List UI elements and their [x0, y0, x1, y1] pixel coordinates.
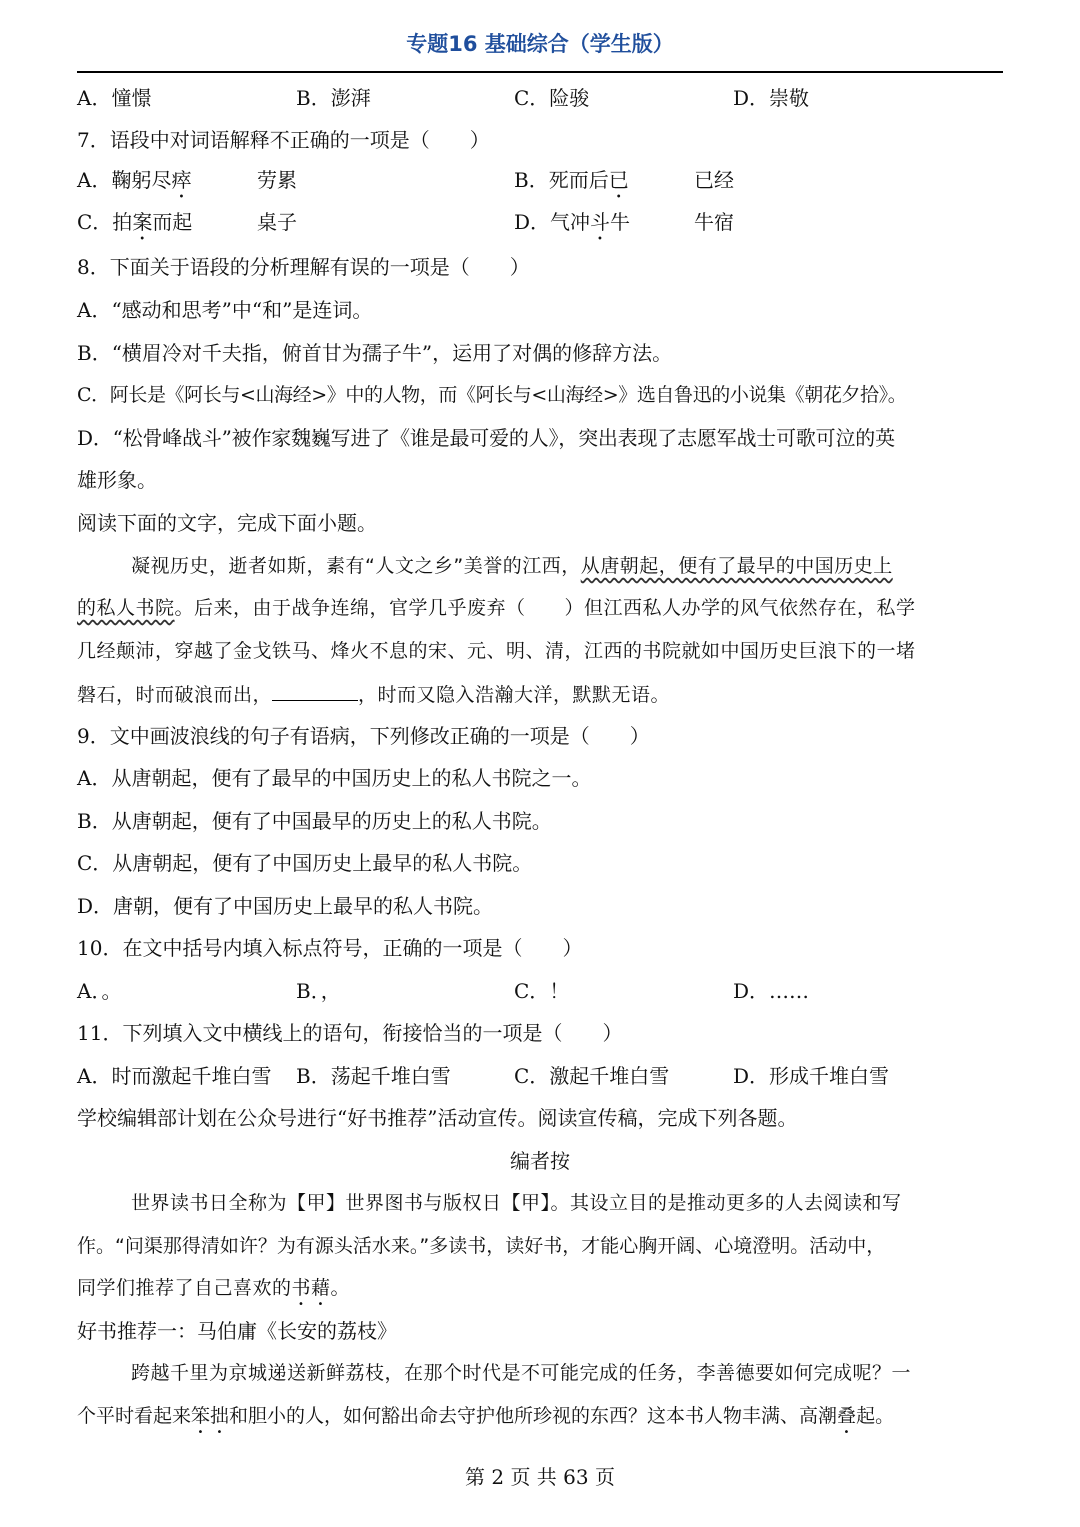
dotted-char-die: 叠: [837, 1405, 857, 1427]
q10-option-d: D．……: [733, 979, 810, 1003]
q11-option-c: C．激起千堆白雪: [514, 1064, 670, 1088]
wavy-underlined-sentence-part1: 从唐朝起，便有了最早的中国历史上: [580, 555, 893, 577]
document-header-title: 专题16 基础综合（学生版）: [406, 32, 674, 56]
q7-c-suffix: 而起: [152, 210, 193, 234]
reading1-line1-text: 凝视历史，逝者如斯，素有“人文之乡”美誉的江西，: [131, 555, 581, 577]
q7-option-a-gloss: 劳累: [257, 168, 297, 192]
editor-note-line1: 世界读书日全称为【甲】世界图书与版权日【甲】。其设立目的是推动更多的人去阅读和写: [131, 1192, 902, 1214]
editor-note-line3-end: 。: [330, 1277, 351, 1299]
q6-option-d: D．崇敬: [733, 86, 810, 110]
recommendation-line2-text-a: 个平时看起来: [77, 1405, 192, 1427]
wavy-underlined-sentence-part2: 的私人书院: [77, 597, 175, 619]
q7-option-b: [514, 166, 629, 203]
q7-option-b-gloss: 已经: [694, 168, 734, 192]
q11-option-a: A．时而激起千堆白雪: [77, 1064, 272, 1088]
dotted-word-benzhuo: 笨拙: [191, 1405, 230, 1427]
reading1-line1: [131, 552, 893, 580]
q8-option-c: C．阿长是《阿长与<山海经>》中的人物，而《阿长与<山海经>》选自鲁迅的小说集《朝花夕拾》。: [77, 384, 907, 406]
reading1-line2-text: 。后来，由于战争连绵，官学几乎废弃（ ）但江西私人办学的风气依然存在，私学: [174, 597, 916, 619]
recommendation-line2-text-b: 和胆小的人，如何豁出命去守护他所珍视的东西？这本书人物丰满、高潮: [229, 1405, 838, 1427]
reading1-line4-text-b: ，时而又隐入浩瀚大洋，默默无语。: [358, 684, 671, 706]
q7-option-a: [77, 166, 191, 203]
q10-option-c: C．！: [514, 979, 570, 1003]
editor-note-line2: 作。“问渠那得清如许？为有源头活水来。”多读书，读好书，才能心胸开阔、心境澄明。活动中，: [77, 1235, 886, 1257]
book-recommendation-1-title: 好书推荐一：马伯庸《长安的荔枝》: [77, 1319, 397, 1343]
q9-option-c: C．从唐朝起，便有了中国历史上最早的私人书院。: [77, 851, 533, 875]
q9-option-d: D．唐朝，便有了中国历史上最早的私人书院。: [77, 894, 494, 918]
q8-option-d-line1: D．“松骨峰战斗”被作家魏巍写进了《谁是最可爱的人》，突出表现了志愿军战士可歌可泣的英: [77, 426, 895, 450]
q7-a-dotted: 瘁: [171, 168, 192, 192]
reading1-intro: 阅读下面的文字，完成下面小题。: [77, 511, 377, 535]
q6-option-b: B．澎湃: [296, 86, 371, 110]
q6-option-a: A．憧憬: [77, 86, 152, 110]
recommendation-line2: [77, 1402, 894, 1438]
q8-option-d-line2: 雄形象。: [77, 468, 157, 492]
q7-option-c: [77, 208, 192, 245]
editor-note-line3-text: 同学们推荐了自己喜欢的: [77, 1277, 292, 1299]
q11-option-b: B．荡起千堆白雪: [296, 1064, 451, 1088]
q9-option-a: A．从唐朝起，便有了最早的中国历史上的私人书院之一。: [77, 766, 592, 790]
recommendation-line1: 跨越千里为京城递送新鲜荔枝，在那个时代是不可能完成的任务，李善德要如何完成呢？一: [131, 1362, 912, 1384]
fill-in-blank-line: [272, 680, 358, 701]
q11-stem: 11．下列填入文中横线上的语句，衔接恰当的一项是（ ）: [77, 1021, 623, 1045]
q7-d-suffix: 牛: [610, 210, 631, 234]
reading1-line2: [77, 594, 916, 622]
q10-option-b: B．，: [296, 979, 341, 1003]
q7-d-prefix: D．气冲: [514, 210, 591, 234]
q6-option-c: C．险骏: [514, 86, 590, 110]
reading1-line4: [77, 680, 670, 709]
q7-b-prefix: B．死而后: [514, 168, 609, 192]
header-divider: [77, 71, 1003, 73]
editor-note-title: 编者按: [510, 1149, 570, 1173]
q8-option-a: A．“感动和思考”中“和”是连词。: [77, 298, 373, 322]
reading1-line4-text-a: 磐石，时而破浪而出，: [77, 684, 273, 706]
q7-a-prefix: A．鞠躬尽: [77, 168, 172, 192]
q9-stem: 9．文中画波浪线的句子有语病，下列修改正确的一项是（ ）: [77, 724, 650, 748]
recommendation-line2-text-c: 起。: [856, 1405, 895, 1427]
q7-c-dotted: 案: [132, 210, 153, 234]
editor-note-line3: [77, 1274, 350, 1310]
q9-option-b: B．从唐朝起，便有了中国最早的历史上的私人书院。: [77, 809, 552, 833]
q7-c-prefix: C．拍: [77, 210, 133, 234]
page-number: 第 2 页 共 63 页: [465, 1465, 615, 1489]
dotted-word-shuji: 书藉: [291, 1277, 331, 1299]
q10-stem: 10．在文中括号内填入标点符号，正确的一项是（ ）: [77, 936, 583, 960]
q7-d-dotted: 斗: [590, 210, 611, 234]
q10-option-a: A．。: [77, 979, 122, 1003]
q11-option-d: D．形成千堆白雪: [733, 1064, 890, 1088]
q7-b-dotted: 已: [608, 168, 629, 192]
q7-stem: 7．语段中对词语解释不正确的一项是（ ）: [77, 128, 490, 152]
q8-stem: 8．下面关于语段的分析理解有误的一项是（ ）: [77, 255, 530, 279]
q7-option-d: [514, 208, 630, 245]
q7-option-c-gloss: 桌子: [257, 210, 297, 234]
reading2-intro: 学校编辑部计划在公众号进行“好书推荐”活动宣传。阅读宣传稿，完成下列各题。: [77, 1106, 798, 1130]
q7-option-d-gloss: 牛宿: [694, 210, 734, 234]
q8-option-b: B．“横眉冷对千夫指，俯首甘为孺子牛”，运用了对偶的修辞方法。: [77, 341, 673, 365]
reading1-line3: 几经颠沛，穿越了金戈铁马、烽火不息的宋、元、明、清，江西的书院就如中国历史巨浪下的一堵: [77, 640, 916, 662]
